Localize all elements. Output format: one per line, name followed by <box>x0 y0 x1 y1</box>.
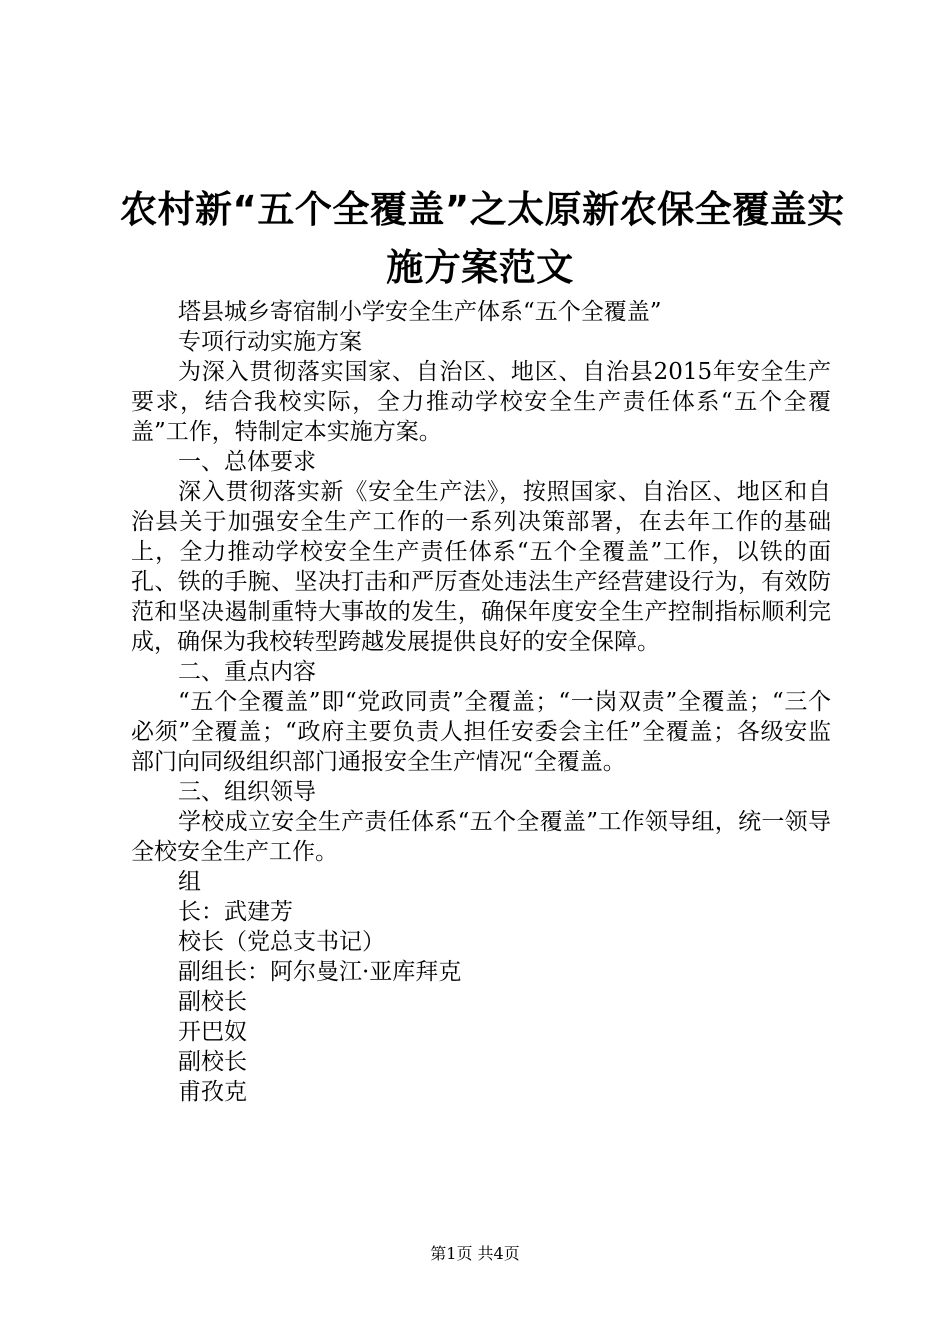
list-item: 长：武建芳 <box>178 899 293 925</box>
paragraph-school-title: 塔县城乡寄宿制小学安全生产体系“五个全覆盖” <box>178 299 662 325</box>
section-heading-organization: 三、组织领导 <box>178 779 316 805</box>
page-number-footer: 第1页 共4页 <box>430 1244 520 1263</box>
list-item: 甫孜克 <box>178 1079 247 1105</box>
list-item: 副组长：阿尔曼江·亚库拜克 <box>178 959 462 985</box>
document-title-line-1: 农村新“五个全覆盖”之太原新农保全覆盖实 <box>120 188 845 231</box>
section-heading-key-content: 二、重点内容 <box>178 659 316 685</box>
document-title-line-2: 施方案范文 <box>386 246 574 289</box>
list-item: 开巴奴 <box>178 1019 247 1045</box>
paragraph-intro: 为深入贯彻落实国家、自治区、地区、自治县2015年安全生产要求，结合我校实际，全力推动学校安全生产责任体系“五个全覆盖”工作，特制定本实施方案。 <box>131 359 831 445</box>
paragraph-plan-title: 专项行动实施方案 <box>178 329 362 355</box>
list-item: 副校长 <box>178 1049 247 1075</box>
paragraph-organization: 学校成立安全生产责任体系“五个全覆盖”工作领导组，统一领导全校安全生产工作。 <box>131 809 831 865</box>
paragraph-general: 深入贯彻落实新《安全生产法》，按照国家、自治区、地区和自治县关于加强安全生产工作的一系列决策部署，在去年工作的基础上，全力推动学校安全生产责任体系“五个全覆盖”工作，以铁的面孔、铁的手腕、坚决打击和严厉查处违法生产经营建设行为，有效防范和坚决遏制重特大事故的发生，确保年度安全生产控制指标顺利完成，确保为我校转型跨越发展提供良好的安全保障。 <box>131 479 831 655</box>
list-item: 校长（党总支书记） <box>178 929 385 955</box>
list-item: 副校长 <box>178 989 247 1015</box>
document-body <box>131 297 831 1107</box>
paragraph-key-content: “五个全覆盖”即“党政同责”全覆盖；“一岗双责”全覆盖；“三个必须”全覆盖；“政府主要负责人担任安委会主任”全覆盖；各级安监部门向同级组织部门通报安全生产情况“全覆盖。 <box>131 689 831 775</box>
section-heading-general: 一、总体要求 <box>178 449 316 475</box>
list-item: 组 <box>178 869 201 895</box>
